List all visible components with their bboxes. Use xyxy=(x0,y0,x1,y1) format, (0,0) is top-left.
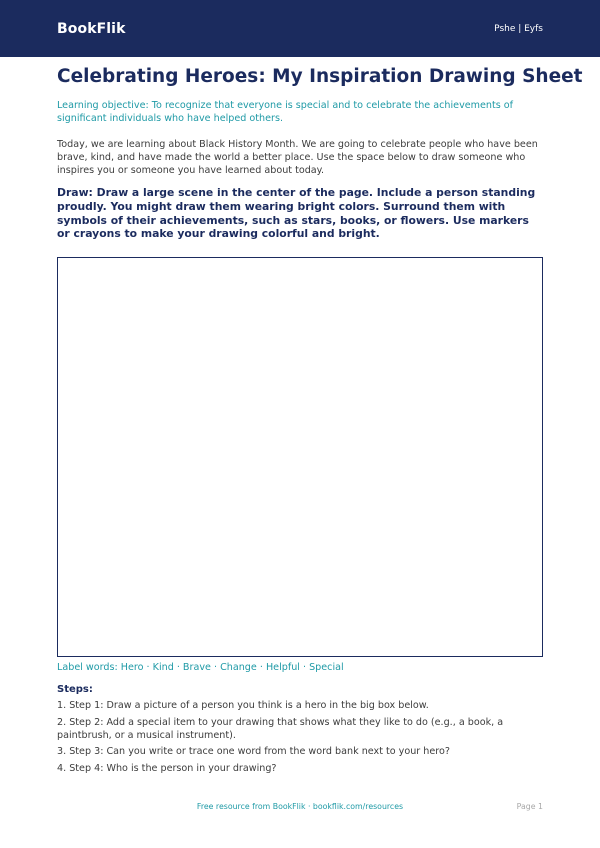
page-header xyxy=(0,0,600,57)
subject-tagline: Pshe | Eyfs xyxy=(494,23,543,34)
page-title: Celebrating Heroes: My Inspiration Drawing Sheet xyxy=(57,66,583,87)
footer-link[interactable]: Free resource from BookFlik · bookflik.com/resources xyxy=(196,802,404,811)
steps-list xyxy=(57,700,543,780)
page-number: Page 1 xyxy=(516,802,543,811)
step-item: 2. Step 2: Add a special item to your drawing that shows what they like to do (e.g., a book, a paintbrush, or a musical instrument). xyxy=(57,716,504,741)
learning-objective: Learning objective: To recognize that everyone is special and to celebrate the achievements of significant individuals who have helped others. xyxy=(57,100,514,124)
drawing-instruction: Draw: Draw a large scene in the center of the page. Include a person standing proudly. You might draw them wearing bright colors. Surround them with symbols of their achievements, such as stars, books, or flowers. Use markers or crayons to make your drawing colorful and bright. xyxy=(57,186,536,241)
step-item: 3. Step 3: Can you write or trace one word from the word bank next to your hero? xyxy=(57,746,450,758)
intro-paragraph: Today, we are learning about Black History Month. We are going to celebrate people who have been brave, kind, and have made the world a better place. Use the space below to draw someone who inspires you or someone you have learned about today. xyxy=(57,139,538,177)
brand-logo-text[interactable]: BookFlik xyxy=(57,20,126,37)
step-item: 4. Step 4: Who is the person in your drawing? xyxy=(57,763,277,775)
drawing-area[interactable] xyxy=(57,257,543,657)
steps-heading: Steps: xyxy=(57,684,93,695)
step-item: 1. Step 1: Draw a picture of a person you think is a hero in the big box below. xyxy=(57,700,429,711)
page-footer xyxy=(0,801,600,815)
word-bank: Label words: Hero · Kind · Brave · Change · Helpful · Special xyxy=(57,662,344,673)
